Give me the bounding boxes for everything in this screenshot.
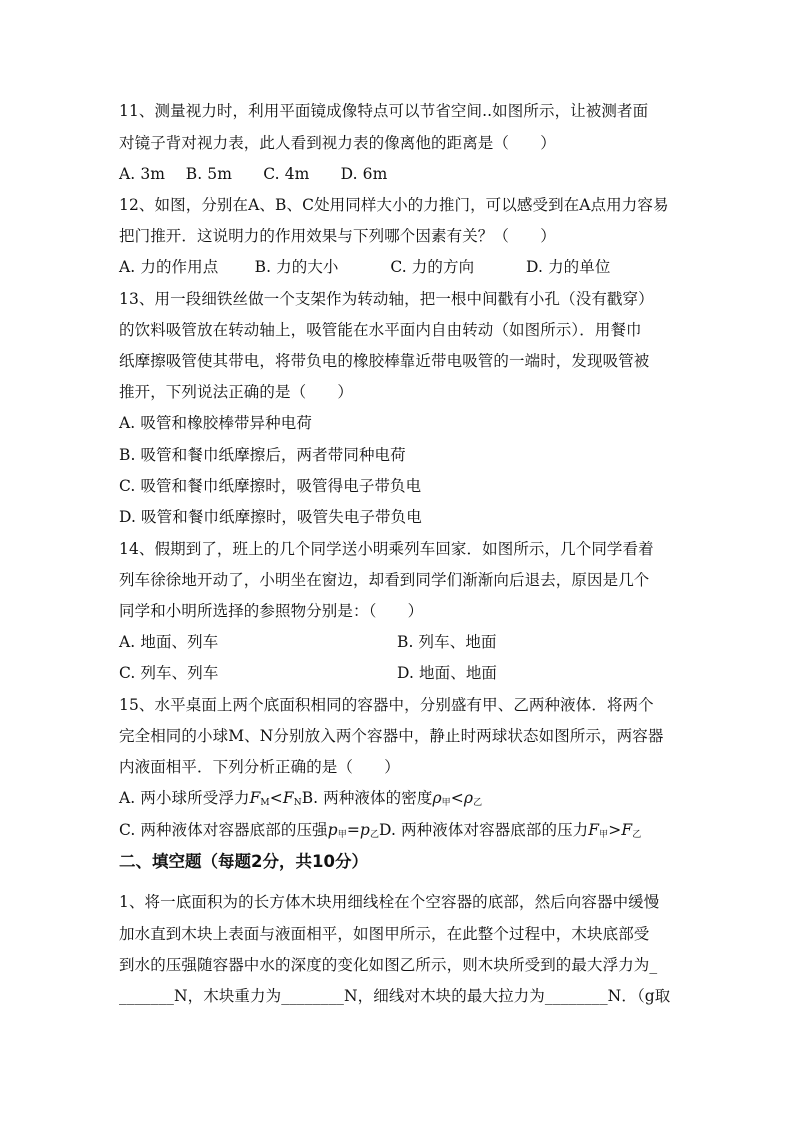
q15-line-1: 15、水平桌面上两个底面积相同的容器中，分别盛有甲、乙两种液体．将两个 [119,696,654,714]
q15-option-a-prefix: A. 两小球所受浮力 [119,789,250,807]
q15-line-3: 内液面相平．下列分析正确的是（ ） [119,758,400,776]
fill1-line-3: 到水的压强随容器中水的深度的变化如图乙所示，则木块所受到的最大浮力为_ [119,956,658,974]
q15-option-c-p2: p [359,821,370,839]
q15-option-b-rho1: ρ [432,789,442,807]
q14-option-c: C. 列车、列车 [119,664,219,682]
q15-option-c-prefix: C. 两种液体对容器底部的压强 [119,821,328,839]
q13-line-1: 13、用一段细铁丝做一个支架作为转动轴，把一根中间戳有小孔（没有戳穿） [119,290,654,308]
q12-line-2: 把门推开．这说明力的作用效果与下列哪个因素有关？（ ） [119,227,556,245]
q15-option-d-text: D. 两种液体对容器底部的压力 [379,821,589,839]
q15-option-a-sub1: M [260,798,270,808]
q13-option-c: C. 吸管和餐巾纸摩擦时，吸管得电子带负电 [119,477,422,495]
q15-line-2: 完全相同的小球M、N分别放入两个容器中，静止时两球状态如图所示，两容器 [119,727,664,745]
q15-option-d-f1: F [588,821,600,839]
q13-option-b: B. 吸管和餐巾纸摩擦后，两者带同种电荷 [119,446,406,464]
q12-options: A. 力的作用点 B. 力的大小 C. 力的方向 D. 力的单位 [119,258,611,276]
q15-option-a-f1: F [249,789,261,807]
q14-option-a: A. 地面、列车 [119,633,219,651]
q14-option-b: B. 列车、地面 [397,633,497,651]
q13-option-d: D. 吸管和餐巾纸摩擦时，吸管失电子带负电 [119,508,422,526]
q15-option-d-sub2: 乙 [632,830,642,840]
q15-option-b-text: B. 两种液体的密度 [301,789,433,807]
q14-option-d: D. 地面、地面 [397,664,498,682]
q15-option-c-p1: p [327,821,338,839]
q15-option-c-sub1: 甲 [337,830,347,840]
q15-options-ab [119,788,482,813]
fill1-line-1: 1、将一底面积为的长方体木块用细线栓在个空容器的底部，然后向容器中缓慢 [119,893,660,911]
q15-option-a-lt: < [269,789,283,807]
q15-option-b-rho2: ρ [463,789,474,807]
fill1-line-4: _______N，木块重力为________N，细线对木块的最大拉力为________N．（g取 [119,987,671,1005]
q11-line-2: 对镜子背对视力表，此人看到视力表的像离他的距离是（ ） [119,134,556,152]
section-heading-fill-in: 二、填空题（每题2分，共10分） [119,852,368,871]
q11-options: A. 3m B. 5m C. 4m D. 6m [119,165,388,183]
q15-option-b-lt: < [450,789,464,807]
q13-line-2: 的饮料吸管放在转动轴上，吸管能在水平面内自由转动（如图所示）．用餐巾 [119,321,642,339]
q15-option-b-sub2: 乙 [473,798,483,808]
q13-line-4: 推开，下列说法正确的是（ ） [119,383,354,401]
q13-line-3: 纸摩擦吸管使其带电，将带负电的橡胶棒靠近带电吸管的一端时，发现吸管被 [119,352,650,370]
q15-option-d-f2: F [621,821,633,839]
q15-option-b-sub1: 甲 [441,798,451,808]
q11-line-1: 11、测量视力时，利用平面镜成像特点可以节省空间..如图所示，让被测者面 [119,102,649,120]
q13-option-a: A. 吸管和橡胶棒带异种电荷 [119,414,312,432]
q14-line-2: 列车徐徐地开动了，小明坐在窗边，却看到同学们渐渐向后退去，原因是几个 [119,571,650,589]
q14-line-1: 14、假期到了，班上的几个同学送小明乘列车回家．如图所示，几个同学看着 [119,540,654,558]
q15-option-c-sub2: 乙 [369,830,380,840]
q14-options-row-1 [119,632,218,652]
q15-option-d-gt: > [608,821,622,839]
q15-option-d-sub1: 甲 [599,830,609,840]
q14-line-3: 同学和小明所选择的参照物分别是：（ ） [119,602,424,620]
q15-option-a-f2: F [282,789,294,807]
q15-options-cd [119,820,641,845]
fill1-line-2: 加水直到木块上表面与液面相平，如图甲所示，在此整个过程中，木块底部受 [119,925,650,943]
q15-option-c-eq: = [346,821,360,839]
q15-option-a-sub2: N [293,798,302,808]
q12-line-1: 12、如图，分别在A、B、C处用同样大小的力推门，可以感受到在A点用力容易 [119,196,669,214]
